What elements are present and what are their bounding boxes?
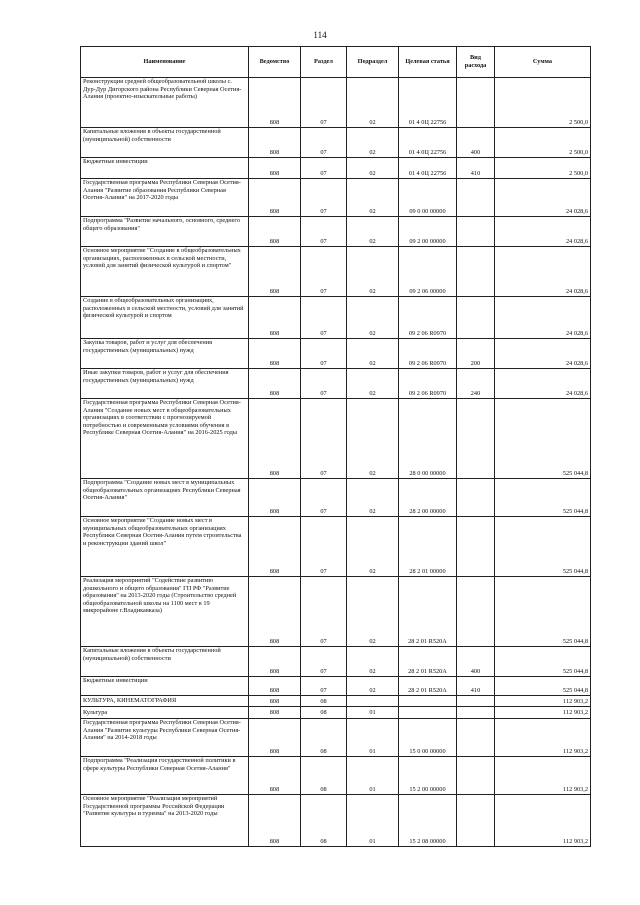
row-expense-type — [457, 757, 495, 795]
row-amount: 112 903,2 — [495, 696, 591, 707]
row-name: Бюджетные инвестиции — [81, 158, 249, 179]
row-subsection: 02 — [347, 128, 399, 158]
row-ministry: 808 — [249, 795, 301, 847]
table-row — [81, 339, 591, 369]
row-expense-type — [457, 179, 495, 217]
row-expense-type — [457, 247, 495, 297]
table-row — [81, 128, 591, 158]
row-subsection: 02 — [347, 179, 399, 217]
row-subsection: 02 — [347, 479, 399, 517]
row-name: Подпрограмма "Реализация государственной политики в сфере культуры Республики Северная Осетия-Алания" — [81, 757, 249, 795]
table-header-row — [81, 47, 591, 78]
row-expense-type: 410 — [457, 158, 495, 179]
row-section: 07 — [301, 297, 347, 339]
row-target: 01 4 0Ц 22756 — [399, 78, 457, 128]
row-name: Культура — [81, 707, 249, 719]
row-name: Реконструкция средней общеобразовательной школы с. Дур-Дур Дигорского района Республики Северная Осетия-Алания (проектно-изыскательные работы) — [81, 78, 249, 128]
row-subsection: 01 — [347, 757, 399, 795]
row-section: 07 — [301, 517, 347, 577]
row-expense-type — [457, 696, 495, 707]
row-expense-type: 410 — [457, 677, 495, 696]
row-section: 07 — [301, 479, 347, 517]
row-target: 09 2 00 00000 — [399, 217, 457, 247]
row-ministry: 808 — [249, 399, 301, 479]
row-amount: 24 028,6 — [495, 339, 591, 369]
row-name: Основное мероприятие "Создание в общеобразовательных организациях, расположенных в сельской местности, условий для занятий физической культурой и спортом" — [81, 247, 249, 297]
row-amount: 112 903,2 — [495, 707, 591, 719]
row-target — [399, 696, 457, 707]
row-subsection: 02 — [347, 339, 399, 369]
table-row — [81, 479, 591, 517]
row-section: 08 — [301, 757, 347, 795]
row-target: 09 2 06 00000 — [399, 247, 457, 297]
row-expense-type: 200 — [457, 339, 495, 369]
row-target: 01 4 0Ц 22756 — [399, 128, 457, 158]
row-subsection: 02 — [347, 297, 399, 339]
header-expense-type-line1: Вид — [469, 54, 481, 62]
table-row — [81, 179, 591, 217]
row-section: 07 — [301, 247, 347, 297]
row-expense-type — [457, 517, 495, 577]
row-name: Государственная программа Республики Северная Осетия-Алания "Создание новых мест в общеобразовательных организациях в соответствии с прогнозируемой потребностью и современными условиями обучения в Республике Северная Осетия-Алания" на 2016-2025 годы — [81, 399, 249, 479]
table-row — [81, 399, 591, 479]
row-ministry: 808 — [249, 158, 301, 179]
table-row — [81, 719, 591, 757]
row-subsection: 02 — [347, 577, 399, 647]
header-expense-type-line2: расхода — [464, 62, 487, 69]
row-name: Иные закупки товаров, работ и услуг для обеспечения государственных (муниципальных) нужд — [81, 369, 249, 399]
row-subsection: 01 — [347, 719, 399, 757]
row-subsection: 01 — [347, 795, 399, 847]
row-section: 07 — [301, 217, 347, 247]
row-subsection: 02 — [347, 399, 399, 479]
row-expense-type: 400 — [457, 647, 495, 677]
row-ministry: 808 — [249, 128, 301, 158]
table-row — [81, 795, 591, 847]
page-number: 114 — [313, 30, 327, 40]
row-section: 08 — [301, 696, 347, 707]
row-expense-type — [457, 399, 495, 479]
row-amount: 24 028,6 — [495, 369, 591, 399]
row-expense-type — [457, 479, 495, 517]
row-name: Капитальные вложения в объекты государственной (муниципальной) собственности — [81, 128, 249, 158]
row-section: 08 — [301, 795, 347, 847]
row-target: 28 2 01 R520A — [399, 647, 457, 677]
table-row — [81, 158, 591, 179]
row-amount: 525 044,8 — [495, 647, 591, 677]
row-amount: 2 500,0 — [495, 78, 591, 128]
row-target: 01 4 0Ц 22756 — [399, 158, 457, 179]
row-expense-type: 240 — [457, 369, 495, 399]
row-amount: 112 903,2 — [495, 795, 591, 847]
row-target — [399, 707, 457, 719]
row-name: Основное мероприятие "Реализация мероприятий Государственной программы Российской Федерации "Развитие культуры и туризма" на 2013-2020 годы — [81, 795, 249, 847]
row-ministry: 808 — [249, 78, 301, 128]
row-name: Основное мероприятие "Создание новых мест в муниципальных общеобразовательных организациях Республики Северная Осетия-Алания путем строительства и реконструкции зданий школ" — [81, 517, 249, 577]
row-expense-type — [457, 795, 495, 847]
row-expense-type — [457, 719, 495, 757]
table-row — [81, 577, 591, 647]
row-target: 15 0 00 00000 — [399, 719, 457, 757]
row-target: 28 2 01 R520A — [399, 677, 457, 696]
row-ministry: 808 — [249, 707, 301, 719]
budget-table — [80, 46, 591, 847]
row-amount: 525 044,8 — [495, 517, 591, 577]
row-amount: 525 044,8 — [495, 399, 591, 479]
row-ministry: 808 — [249, 179, 301, 217]
row-section: 08 — [301, 707, 347, 719]
row-name: Реализация мероприятий "Содействие развитию дошкольного и общего образования" ГП РФ "Развитие образования" на 2013-2020 годы (Строительство средней общеобразовательной школы на 1100 мест в 19 микрорайоне г.Владикавказа) — [81, 577, 249, 647]
row-amount: 525 044,8 — [495, 479, 591, 517]
row-subsection — [347, 696, 399, 707]
row-expense-type: 400 — [457, 128, 495, 158]
row-section: 07 — [301, 158, 347, 179]
row-ministry: 808 — [249, 339, 301, 369]
row-target: 09 2 06 R0970 — [399, 339, 457, 369]
row-target: 28 0 00 00000 — [399, 399, 457, 479]
header-subsection: Подраздел — [347, 47, 399, 78]
table-row — [81, 217, 591, 247]
row-name: Закупка товаров, работ и услуг для обеспечения государственных (муниципальных) нужд — [81, 339, 249, 369]
row-subsection: 02 — [347, 647, 399, 677]
row-subsection: 02 — [347, 677, 399, 696]
row-ministry: 808 — [249, 677, 301, 696]
table-row — [81, 78, 591, 128]
header-target: Целевая статья — [399, 47, 457, 78]
row-amount: 525 044,8 — [495, 677, 591, 696]
row-section: 07 — [301, 399, 347, 479]
row-ministry: 808 — [249, 647, 301, 677]
row-target: 09 2 06 R0970 — [399, 297, 457, 339]
table-row — [81, 677, 591, 696]
row-section: 07 — [301, 577, 347, 647]
table-row — [81, 369, 591, 399]
row-ministry: 808 — [249, 479, 301, 517]
row-section: 07 — [301, 647, 347, 677]
row-amount: 525 044,8 — [495, 577, 591, 647]
row-section: 07 — [301, 179, 347, 217]
row-target: 15 2 00 00000 — [399, 757, 457, 795]
row-section: 07 — [301, 128, 347, 158]
row-ministry: 808 — [249, 297, 301, 339]
header-expense-type — [457, 47, 495, 78]
row-ministry: 808 — [249, 757, 301, 795]
header-ministry: Ведомство — [249, 47, 301, 78]
row-amount: 112 903,2 — [495, 719, 591, 757]
row-subsection: 01 — [347, 707, 399, 719]
row-amount: 112 903,2 — [495, 757, 591, 795]
header-name: Наименование — [81, 47, 249, 78]
row-section: 08 — [301, 719, 347, 757]
header-section: Раздел — [301, 47, 347, 78]
row-ministry: 808 — [249, 696, 301, 707]
row-amount: 24 028,6 — [495, 217, 591, 247]
row-ministry: 808 — [249, 217, 301, 247]
row-expense-type — [457, 297, 495, 339]
row-name: Государственная программа Республики Северная Осетия-Алания "Развитие образования Республики Северная Осетия-Алания" на 2017-2020 годы — [81, 179, 249, 217]
row-subsection: 02 — [347, 247, 399, 297]
row-target: 09 2 06 R0970 — [399, 369, 457, 399]
row-name: Бюджетные инвестиции — [81, 677, 249, 696]
row-expense-type — [457, 78, 495, 128]
table-row — [81, 696, 591, 707]
row-subsection: 02 — [347, 78, 399, 128]
row-section: 07 — [301, 339, 347, 369]
row-amount: 24 028,6 — [495, 297, 591, 339]
row-subsection: 02 — [347, 217, 399, 247]
row-target: 09 0 00 00000 — [399, 179, 457, 217]
table-row — [81, 647, 591, 677]
row-amount: 24 028,6 — [495, 179, 591, 217]
row-subsection: 02 — [347, 517, 399, 577]
row-ministry: 808 — [249, 577, 301, 647]
row-section: 07 — [301, 369, 347, 399]
table-row — [81, 757, 591, 795]
row-expense-type — [457, 217, 495, 247]
row-target: 15 2 08 00000 — [399, 795, 457, 847]
row-section: 07 — [301, 677, 347, 696]
header-amount: Сумма — [495, 47, 591, 78]
row-name: Подпрограмма "Создание новых мест в муниципальных общеобразовательных организациях Республики Северная Осетия-Алания" — [81, 479, 249, 517]
row-amount: 24 028,6 — [495, 247, 591, 297]
row-expense-type — [457, 577, 495, 647]
table-row — [81, 247, 591, 297]
row-ministry: 808 — [249, 369, 301, 399]
row-ministry: 808 — [249, 517, 301, 577]
row-subsection: 02 — [347, 158, 399, 179]
row-target: 28 2 00 00000 — [399, 479, 457, 517]
row-name: КУЛЬТУРА, КИНЕМАТОГРАФИЯ — [81, 696, 249, 707]
row-name: Создание в общеобразовательных организациях, расположенных в сельской местности, условий для занятий физической культурой и спортом — [81, 297, 249, 339]
table-row — [81, 297, 591, 339]
row-amount: 2 500,0 — [495, 128, 591, 158]
row-ministry: 808 — [249, 247, 301, 297]
table-row — [81, 517, 591, 577]
row-amount: 2 500,0 — [495, 158, 591, 179]
row-subsection: 02 — [347, 369, 399, 399]
row-target: 28 2 01 R520A — [399, 577, 457, 647]
row-target: 28 2 01 00000 — [399, 517, 457, 577]
row-name: Подпрограмма "Развитие начального, основного, среднего общего образования" — [81, 217, 249, 247]
row-section: 07 — [301, 78, 347, 128]
table-row — [81, 707, 591, 719]
row-name: Капитальные вложения в объекты государственной (муниципальной) собственности — [81, 647, 249, 677]
row-name: Государственная программа Республики Северная Осетия-Алания "Развитие культуры Республики Северная Осетия-Алания" на 2014-2018 годы — [81, 719, 249, 757]
row-expense-type — [457, 707, 495, 719]
row-ministry: 808 — [249, 719, 301, 757]
